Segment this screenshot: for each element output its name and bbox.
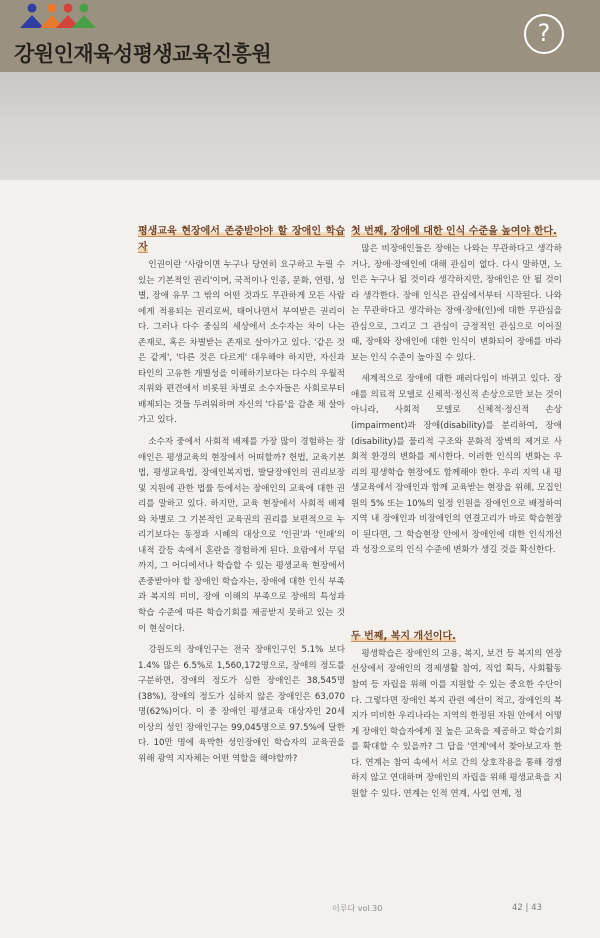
org-logo-icon: [18, 2, 98, 34]
app-header: [0, 0, 600, 72]
paragraph: 많은 비장애인들은 장애는 나와는 무관하다고 생각하거나, 장애·장애인에 대해 관심이 없다. 다시 말하면, 노인은 누구나 될 것이라 생각하지만, 장애인은 안 될 것이라 생각한다. 장애 인식은 관심에서부터 시작된다. 나와는 무관하다고 생각하는 장애·장애(인)에 대한 무관심을 관심으로, 그리고 그 관심이 긍정적인 관심으로 이어질 때, 장애와 장애인에 대한 인식이 변화되어 장애를 바라보는 인식 수준이 높아질 수 있다.: [351, 244, 562, 363]
page-numbers: 42 | 43: [512, 903, 542, 913]
paragraph: 세계적으로 장애에 대한 패러다임이 바뀌고 있다. 장애를 의료적 모델로 신체적·정신적 손상으로만 보는 것이 아니라, 사회적 모델로 신체적·정신적 손상(impairment)과 장애(disability)를 분리하여, 장애(disability)를 물리적 구조와 문화적 장벽의 제거로 사회적 환경의 변화를 제시한다. 이러한 인식의 변화는 우리의 평생학습 현장에도 함께해야 한다. 우리 지역 내 평생교육에서 장애인과 함께 교육받는 현장을 위해, 모집인원의 5% 또는 10%의 일정 인원을 장애인으로 배정하여 지역 내 장애인과 비장애인의 연결고리가 바로 학습현장이 된다면, 그 학습현장 안에서 장애인에 대한 인식개선과 성장으로의 인식 수준에 변화가 생길 것을 확신한다.: [351, 374, 562, 556]
section-heading-left: 평생교육 현장에서 존중받아야 할 장애인 학습자: [138, 226, 345, 253]
org-name: 강원인재육성평생교육진흥원: [14, 42, 272, 66]
paragraph: 강원도의 장애인구는 전국 장애인구인 5.1% 보다 1.4% 많은 6.5%로 1,560,172명으로, 장애의 정도를 구분하면, 장애의 정도가 심한 장애인은 38,545명(38%), 장애의 정도가 심하지 않은 장애인은 63,070명(62%)이다. 이 중 장애인 평생교육 대상자인 20세 이상의 성인 장애인구는 99,045명으로 97.5%에 달한다. 10만 명에 육박한 성인장애인 학습자의 교육권을 위해 광역 지자체는 어떤 역할을 해야할까?: [138, 645, 345, 764]
help-button[interactable]: ?: [524, 14, 564, 54]
paragraph: 소수자 중에서 사회적 배제를 가장 많이 경험하는 장애인은 평생교육의 현장에서 어떠할까? 헌법, 교육기본법, 평생교육법, 장애인복지법, 발달장애인의 권리보장 및 지원에 관한 법률 등에서는 장애인의 교육에 대한 권리를 말하고 있다. 하지만, 교육 현장에서 사회적 배제와 차별로 그 기본적인 교육권의 권리를 보편적으로 누리기보다는 동정과 시혜의 대상으로 '인권'과 '인패'의 내적 갈등 속에서 혼란을 경험하게 된다. 요람에서 무덤까지, 그 어디에서나 학습할 수 있는 평생교육 현장에서 존중받아야 할 장애인 학습자는, 장애에 대한 인식 부족과 복지의 미비, 장애 이해의 부족으로 장애의 특성과 학습 수준에 따른 학습기회를 제공받지 못하고 있는 것이 현실이다.: [138, 437, 345, 634]
section-heading-welfare: 두 번째, 복지 개선이다.: [351, 630, 456, 642]
magazine-issue: 이루다 vol.30: [332, 904, 383, 913]
wall-background: [0, 72, 600, 180]
paragraph: 인권이란 '사람이면 누구나 당연히 요구하고 누릴 수 있는 기본적인 권리'이며, 국적이나 인종, 문화, 연령, 성별, 장애 유무 그 밖의 어떤 것과도 무관하게 모든 사람에게 적용되는 권리로써, 태어나면서 부여받은 권리이다. 그러나 다수 중심의 세상에서 소수자는 차이 나는 존재로, 혹은 차별받는 존재로 살아가고 있다. '같은 것은 같게', '다른 것은 다르게' 대우해야 하지만, 자신과 타인의 고유한 개별성을 이해하기보다는 다수의 우월적 지위와 편견에서 비롯된 차별로 소수자들은 사회로부터 배제되는 것들 두려워하며 자신의 '다름'을 감춘 채 살아가고 있다.: [138, 260, 345, 426]
article-right-column: [351, 224, 562, 802]
article-left-column: [138, 224, 345, 768]
paragraph: 평생학습은 장애인의 고용, 복지, 보건 등 복지의 연장 선상에서 장애인의 경제생활 참여, 직업 획득, 사회활동 참여 등 자립을 위해 이를 지원할 수 있는 중요한 수단이다. 그렇다면 장애인 복지 관련 예산이 적고, 장애인의 복지가 미비한 우리나라는 지역의 한정된 자원 안에서 어떻게 장애인 학습자에게 질 높은 교육을 제공하고 학습기회를 확대할 수 있을까? 그 답을 '연계'에서 찾아보고자 한다. 연계는 참여 속에서 서로 간의 상호작용을 통해 경쟁하지 않고 연대하며 장애인의 자립을 위해 평생교육을 지원할 수 있다. 연계는 인적 연계, 사업 연계, 정: [351, 648, 562, 799]
section-heading-awareness: 첫 번째, 장애에 대한 인식 수준을 높여야 한다.: [351, 226, 557, 237]
